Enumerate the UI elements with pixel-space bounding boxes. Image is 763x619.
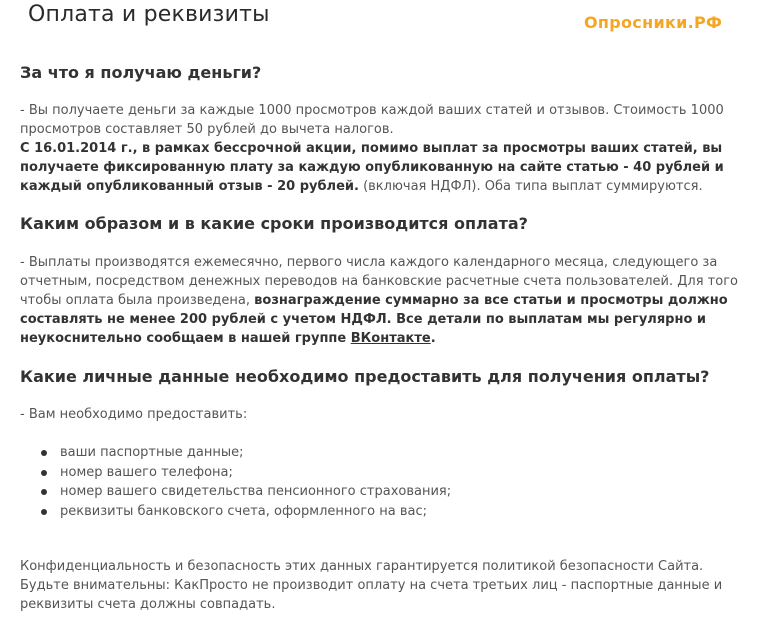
list-item-text: номер вашего телефона; [60, 464, 233, 480]
list-item [20, 482, 451, 502]
list-item [20, 463, 451, 483]
what-paragraph-1: - Вы получаете деньги за каждые 1000 просмотров каждой ваших статей и отзывов. Стоимость 1000 просмотров составляет 50 рублей до вычета налогов. [20, 103, 724, 137]
footer-note: Конфиденциальность и безопасность этих данных гарантируется политикой безопасности Сайта. Будьте внимательны: КакПросто не производит оплату на счета третьих лиц - паспортные данные и реквизиты счета должны совпадать. [20, 559, 723, 612]
list-item-text: номер вашего свидетельства пенсионного страхования; [60, 484, 452, 499]
required-data-list [20, 443, 451, 521]
what-paragraph-2-bold: С 16.01.2014 г., в рамках бессрочной акции, помимо выплат за просмотры ваших статей, вы получаете фиксированную плату за каждую опубликованную на сайте статью - 40 рублей и каждый опубликованный отзыв - 20 рублей. [20, 141, 724, 194]
bullet-icon [41, 470, 47, 476]
heading-data: Какие личные данные необходимо предоставить для получения оплаты? [20, 367, 710, 386]
site-watermark: Опросники.РФ [584, 13, 723, 32]
heading-how: Каким образом и в какие сроки производится оплата? [20, 214, 528, 233]
what-paragraph-2-rest: (включая НДФЛ). Оба типа выплат суммируются. [358, 179, 703, 194]
how-paragraph-end: . [430, 331, 436, 346]
data-intro: - Вам необходимо предоставить: [20, 407, 248, 422]
heading-what: За что я получаю деньги? [20, 63, 262, 82]
what-paragraph-2 [20, 139, 755, 196]
how-paragraph [20, 253, 755, 348]
how-paragraph-plain: - Выплаты производятся ежемесячно, первого числа каждого календарного месяца, следующего за отчетным, посредством денежных переводов на банковские расчетные счета пользователей. Для того чтобы оплата была произведена, [20, 255, 738, 308]
bullet-icon [41, 509, 47, 515]
list-item [20, 502, 451, 522]
bullet-icon [41, 450, 47, 456]
vkontakte-link[interactable]: ВКонтакте [350, 331, 431, 346]
list-item-text: ваши паспортные данные; [60, 445, 244, 460]
how-paragraph-bold: вознаграждение суммарно за все статьи и просмотры должно составлять не менее 200 рублей с учетом НДФЛ. Все детали по выплатам мы регулярно и неукоснительно сообщаем в нашей группе [20, 293, 728, 346]
list-item [20, 443, 451, 463]
bullet-icon [41, 489, 47, 495]
page-title: Оплата и реквизиты [28, 2, 270, 27]
list-item-text: реквизиты банковского счета, оформленного на вас; [60, 503, 428, 519]
